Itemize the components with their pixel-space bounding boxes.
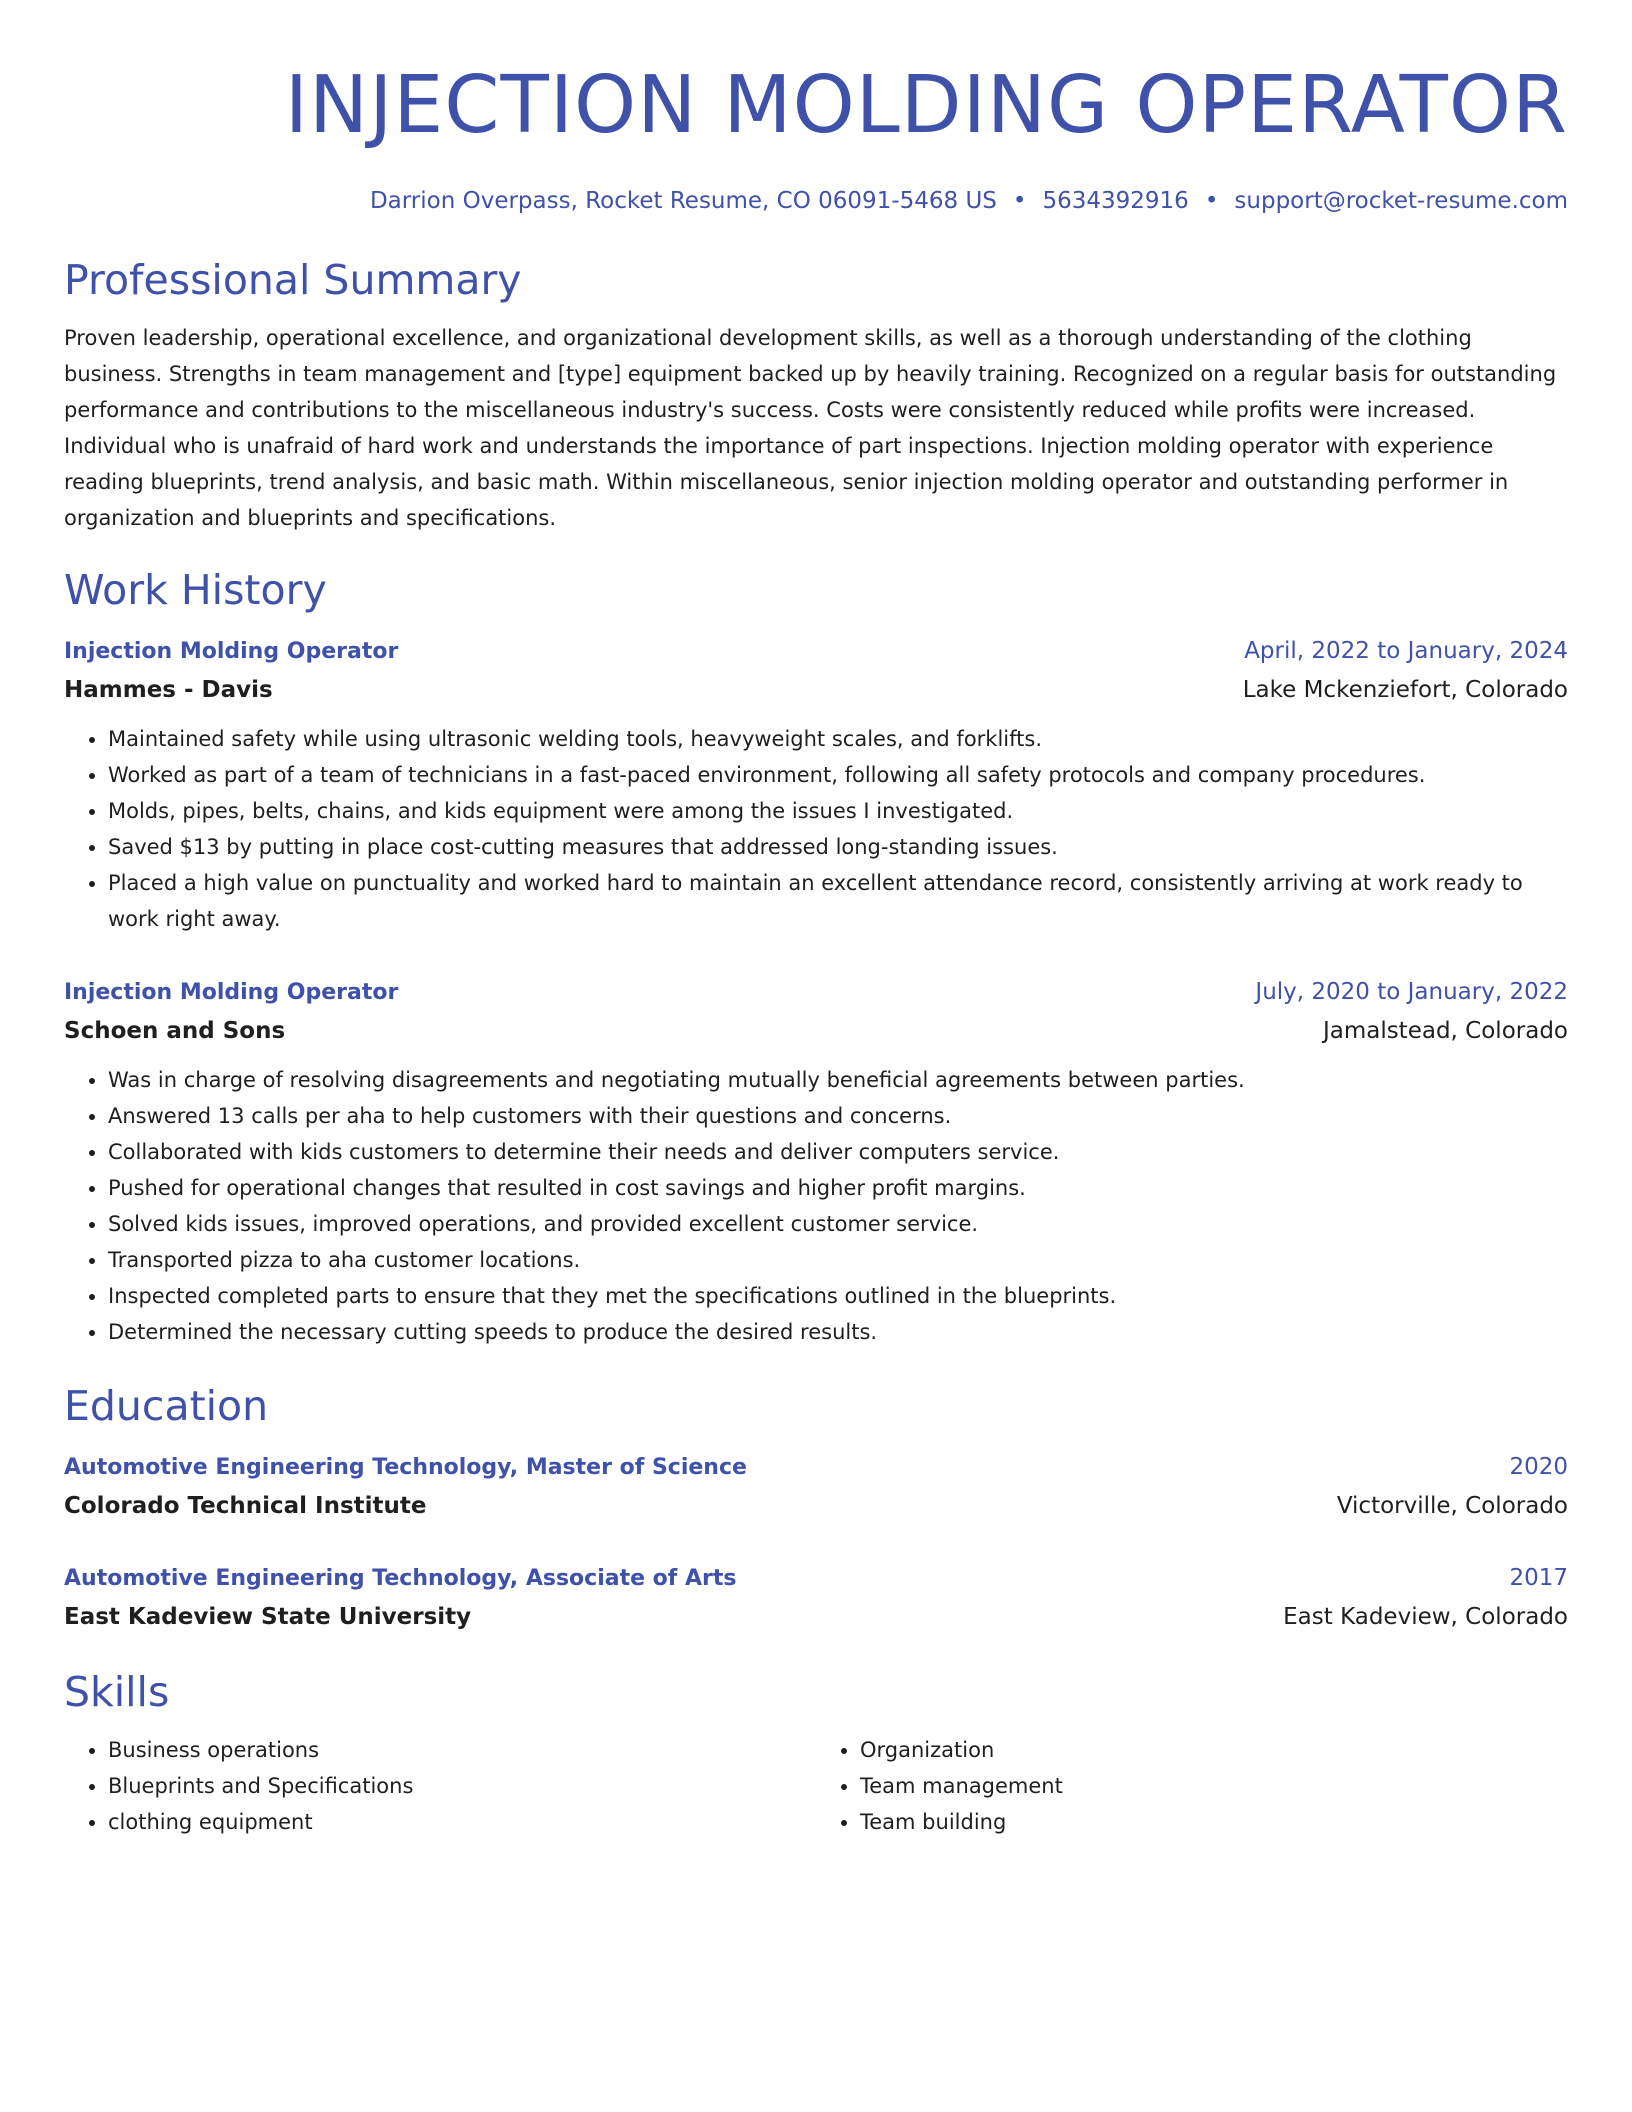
contact-separator: • bbox=[1012, 188, 1027, 214]
summary-text: Proven leadership, operational excellence, and organizational development skills, as well as a thorough understanding of the clothing business. Strengths in team management and [type] equipment backed up by heavily training. Recognized on a regular basis for outstanding performance and contributions to the miscellaneous industry's success. Costs were consistently reduced while profits were increased. Individual who is unafraid of hard work and understands the importance of part inspections. Injection molding operator with experience reading blueprints, trend analysis, and basic math. Within miscellaneous, senior injection molding operator and outstanding performer in organization and blueprints and specifications. bbox=[64, 326, 1557, 530]
job-bullet: • Molds, pipes, belts, chains, and kids equipment were among the issues I investigated. bbox=[108, 793, 1568, 829]
education-entry bbox=[64, 1448, 1568, 1525]
skill-item: • Team building bbox=[860, 1804, 1568, 1840]
job-entry bbox=[64, 973, 1568, 1350]
job-company: Hammes - Davis bbox=[64, 677, 273, 703]
summary-section bbox=[64, 252, 1568, 536]
skills-section bbox=[64, 1664, 1568, 1840]
job-bullet: • Inspected completed parts to ensure that they met the specifications outlined in the blueprints. bbox=[108, 1278, 1568, 1314]
skill-item: • Organization bbox=[860, 1732, 1568, 1768]
education-school: Colorado Technical Institute bbox=[64, 1493, 427, 1519]
job-bullet: • Worked as part of a team of technicians in a fast-paced environment, following all safety protocols and company procedures. bbox=[108, 757, 1568, 793]
contact-line bbox=[64, 184, 1568, 218]
skill-item: • Team management bbox=[860, 1768, 1568, 1804]
job-company: Schoen and Sons bbox=[64, 1018, 286, 1044]
job-bullet: • Collaborated with kids customers to determine their needs and deliver computers service. bbox=[108, 1134, 1568, 1170]
job-bullets bbox=[64, 721, 1568, 937]
education-degree: Automotive Engineering Technology, Associate of Arts bbox=[64, 1566, 737, 1591]
contact-separator: • bbox=[1204, 188, 1219, 214]
job-entry bbox=[64, 632, 1568, 937]
education-school: East Kadeview State University bbox=[64, 1604, 472, 1630]
education-location: East Kadeview, Colorado bbox=[1283, 1604, 1568, 1630]
job-bullet: • Transported pizza to aha customer locations. bbox=[108, 1242, 1568, 1278]
education-degree: Automotive Engineering Technology, Master of Science bbox=[64, 1455, 747, 1480]
job-dates: July, 2020 to January, 2022 bbox=[1255, 979, 1568, 1005]
job-dates: April, 2022 to January, 2024 bbox=[1244, 638, 1568, 664]
summary-heading: Professional Summary bbox=[64, 256, 522, 304]
skill-item: • clothing equipment bbox=[108, 1804, 816, 1840]
work-history-section bbox=[64, 562, 1568, 1350]
skills-column-right bbox=[816, 1732, 1568, 1840]
skill-item: • Blueprints and Specifications bbox=[108, 1768, 816, 1804]
contact-address: Darrion Overpass, Rocket Resume, CO 06091-5468 US bbox=[369, 188, 997, 214]
education-entry bbox=[64, 1559, 1568, 1636]
job-role: Injection Molding Operator bbox=[64, 639, 399, 664]
education-location: Victorville, Colorado bbox=[1336, 1493, 1568, 1519]
education-year: 2020 bbox=[1509, 1454, 1568, 1480]
skills-column-left bbox=[64, 1732, 816, 1840]
skill-item: • Business operations bbox=[108, 1732, 816, 1768]
education-year: 2017 bbox=[1509, 1565, 1568, 1591]
education-section bbox=[64, 1378, 1568, 1636]
job-bullet: • Answered 13 calls per aha to help customers with their questions and concerns. bbox=[108, 1098, 1568, 1134]
skills-heading: Skills bbox=[64, 1668, 170, 1716]
job-bullets bbox=[64, 1062, 1568, 1350]
job-role: Injection Molding Operator bbox=[64, 980, 399, 1005]
work-history-heading: Work History bbox=[64, 566, 327, 614]
contact-phone: 5634392916 bbox=[1042, 188, 1189, 214]
contact-email: support@rocket-resume.com bbox=[1234, 188, 1568, 214]
job-bullet: • Was in charge of resolving disagreements and negotiating mutually beneficial agreements between parties. bbox=[108, 1062, 1568, 1098]
job-location: Jamalstead, Colorado bbox=[1322, 1018, 1568, 1044]
job-title: INJECTION MOLDING OPERATOR bbox=[284, 59, 1568, 151]
job-bullet: • Solved kids issues, improved operations, and provided excellent customer service. bbox=[108, 1206, 1568, 1242]
skills-grid bbox=[64, 1732, 1568, 1840]
resume-header bbox=[64, 50, 1568, 218]
job-bullet: • Placed a high value on punctuality and worked hard to maintain an excellent attendance record, consistently arriving at work ready to work right away. bbox=[108, 865, 1568, 937]
education-heading: Education bbox=[64, 1382, 269, 1430]
job-bullet: • Maintained safety while using ultrasonic welding tools, heavyweight scales, and forklifts. bbox=[108, 721, 1568, 757]
job-bullet: • Determined the necessary cutting speeds to produce the desired results. bbox=[108, 1314, 1568, 1350]
job-bullet: • Pushed for operational changes that resulted in cost savings and higher profit margins. bbox=[108, 1170, 1568, 1206]
job-location: Lake Mckenziefort, Colorado bbox=[1242, 677, 1568, 703]
job-bullet: • Saved $13 by putting in place cost-cutting measures that addressed long-standing issues. bbox=[108, 829, 1568, 865]
